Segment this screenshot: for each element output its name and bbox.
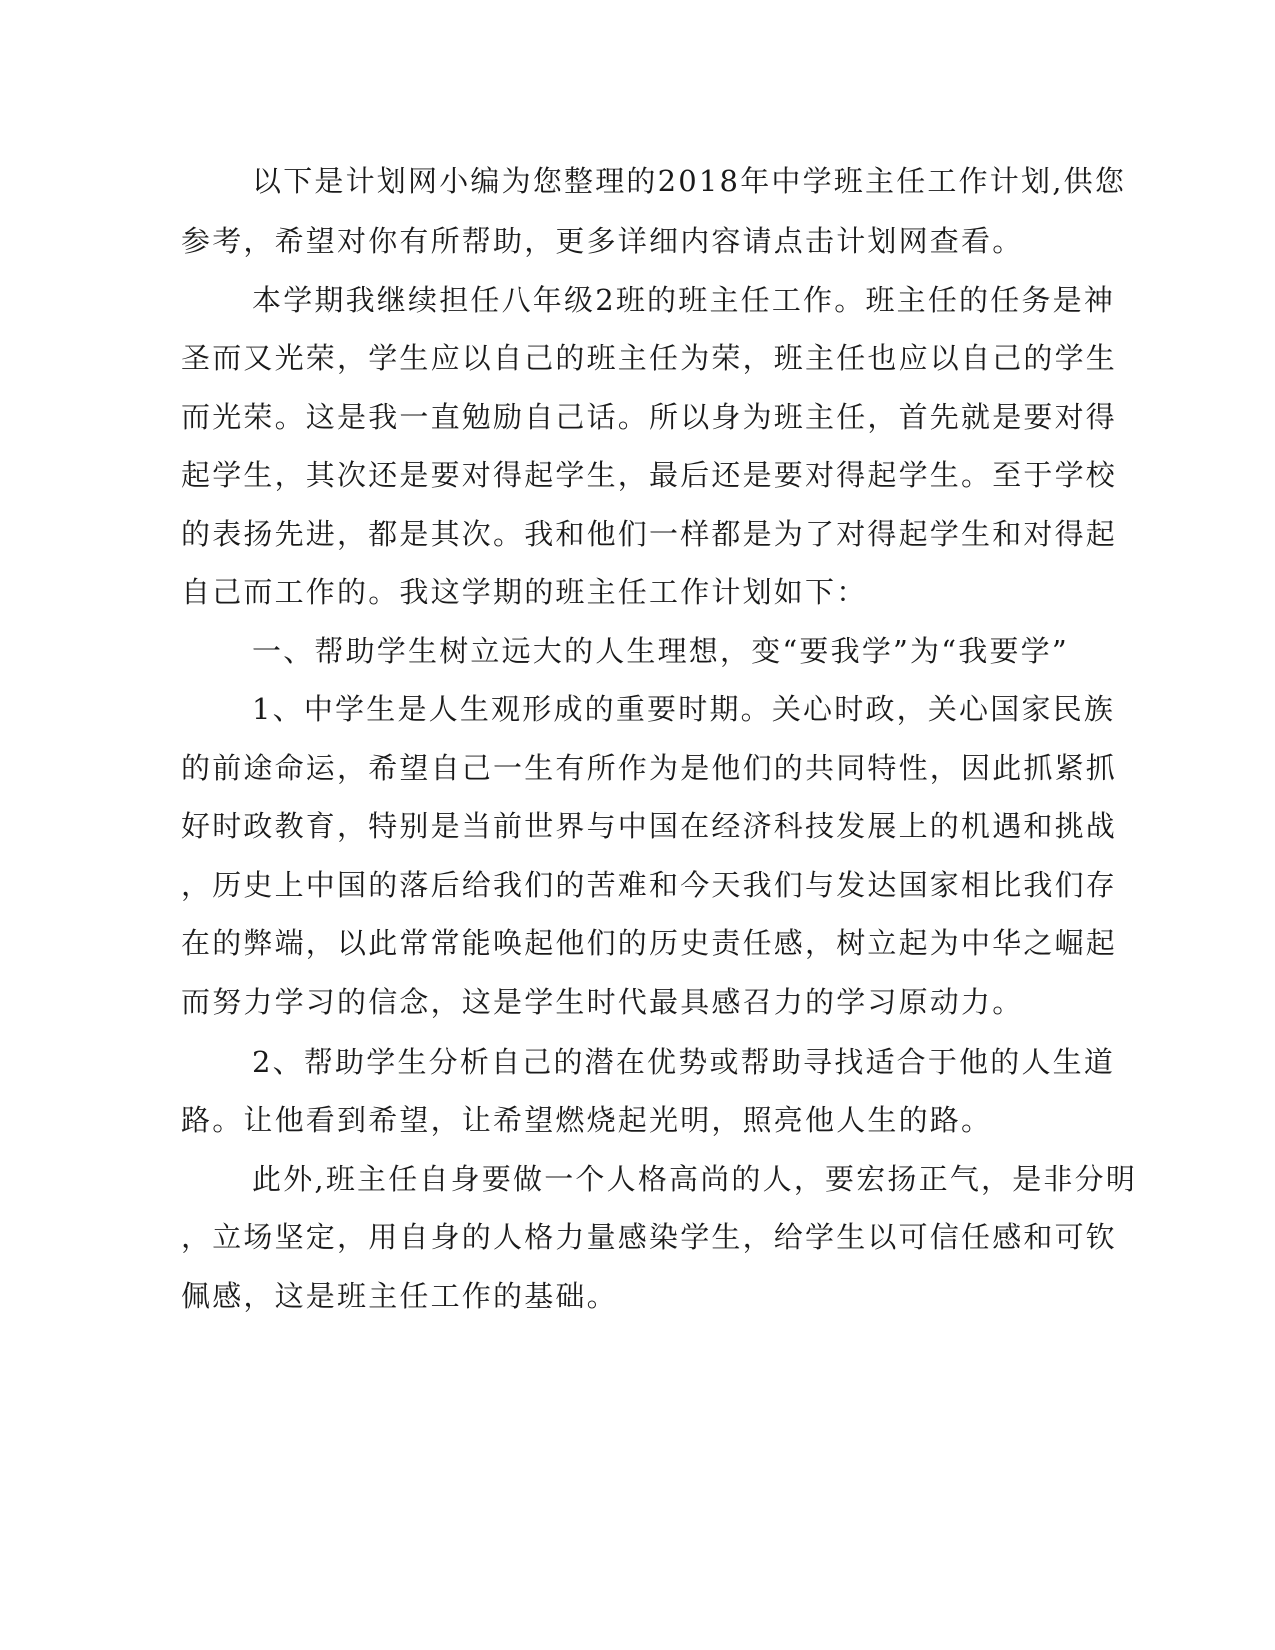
paragraph-line: 路。让他看到希望，让希望燃烧起光明，照亮他人生的路。 [181,1103,993,1137]
paragraph-line: ，立场坚定，用自身的人格力量感染学生，给学生以可信任感和可钦 [181,1220,1118,1254]
paragraph-line: 而努力学习的信念，这是学生时代最具感召力的学习原动力。 [181,985,1024,1019]
section-heading: 一、帮助学生树立远大的人生理想，变“要我学”为“我要学” [252,634,1069,668]
paragraph-line: 好时政教育，特别是当前世界与中国在经济科技发展上的机遇和挑战 [181,809,1118,843]
paragraph-line: 起学生，其次还是要对得起学生，最后还是要对得起学生。至于学校 [181,458,1118,492]
paragraph-line: ，历史上中国的落后给我们的苦难和今天我们与发达国家相比我们存 [181,868,1118,902]
paragraph-line: 以下是计划网小编为您整理的2018年中学班主任工作计划,供您 [252,164,1127,198]
paragraph-line: 的表扬先进，都是其次。我和他们一样都是为了对得起学生和对得起 [181,517,1118,551]
paragraph-line: 而光荣。这是我一直勉励自己话。所以身为班主任，首先就是要对得 [181,400,1118,434]
paragraph-line: 的前途命运，希望自己一生有所作为是他们的共同特性，因此抓紧抓 [181,751,1118,785]
paragraph-line: 在的弊端，以此常常能唤起他们的历史责任感，树立起为中华之崛起 [181,926,1118,960]
paragraph-line: 2、帮助学生分析自己的潜在优势或帮助寻找适合于他的人生道 [252,1045,1116,1079]
paragraph-line: 参考，希望对你有所帮助，更多详细内容请点击计划网查看。 [181,224,1024,258]
paragraph-line: 1、中学生是人生观形成的重要时期。关心时政，关心国家民族 [252,692,1116,726]
paragraph-line: 此外,班主任自身要做一个人格高尚的人，要宏扬正气，是非分明 [252,1162,1138,1196]
paragraph-line: 佩感，这是班主任工作的基础。 [181,1279,618,1313]
paragraph-line: 本学期我继续担任八年级2班的班主任工作。班主任的任务是神 [252,283,1116,317]
paragraph-line: 自己而工作的。我这学期的班主任工作计划如下： [181,575,868,609]
paragraph-line: 圣而又光荣，学生应以自己的班主任为荣，班主任也应以自己的学生 [181,341,1118,375]
